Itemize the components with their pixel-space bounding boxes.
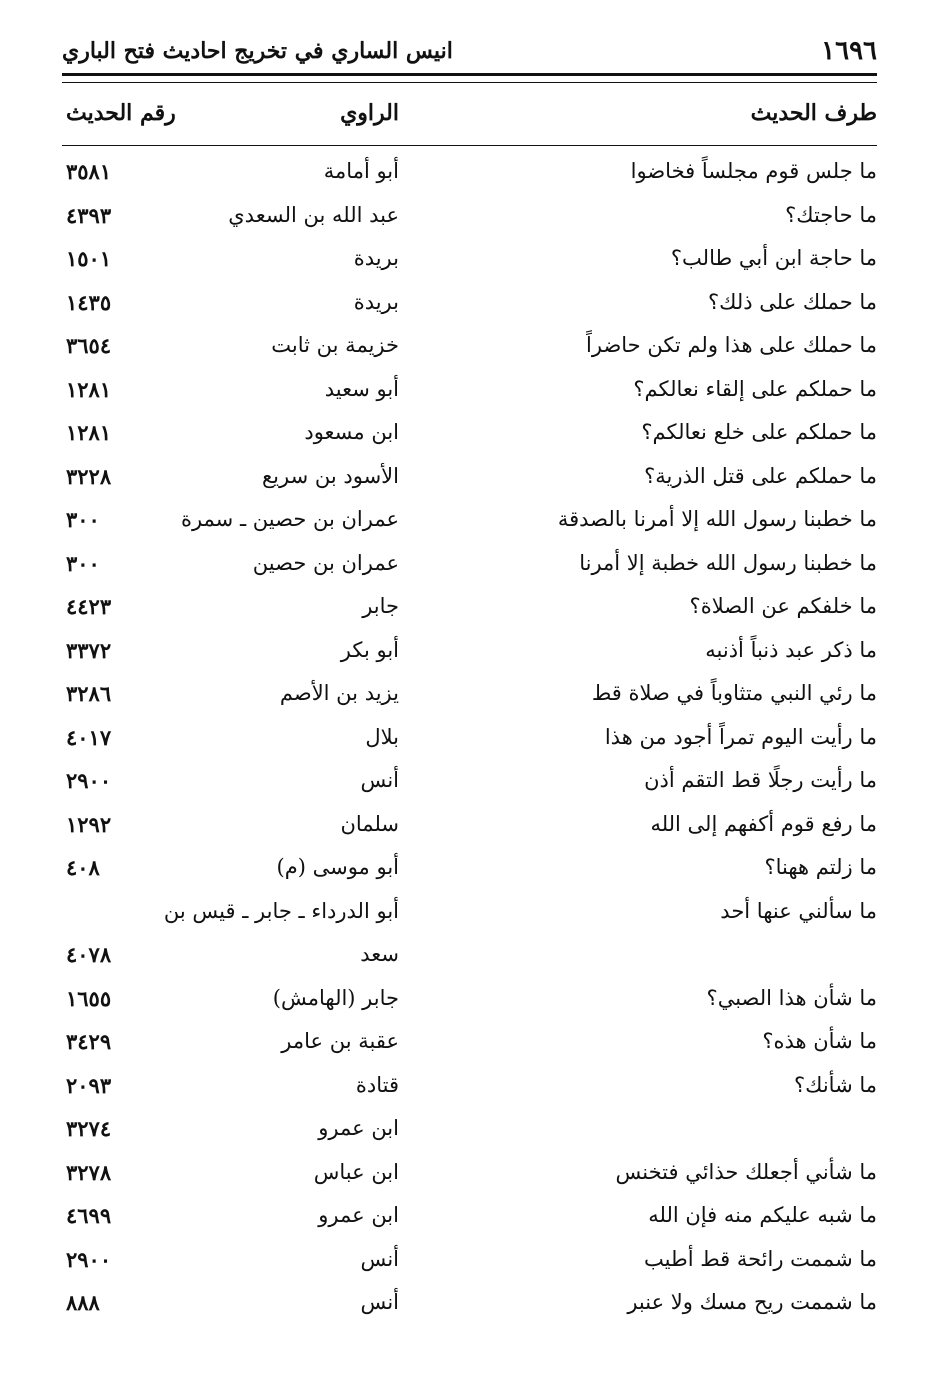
narrator-name: بريدة (353, 246, 399, 270)
hadith-phrase: ما رئي النبي متثاوباً في صلاة قط (591, 681, 877, 705)
narrator-name: ابن مسعود (304, 420, 399, 444)
narrator-name: ابن عباس (313, 1159, 399, 1184)
hadith-phrase: ما حملكم على خلع نعالكم؟ (641, 420, 877, 444)
hadith-number: ٣٠٠ (66, 507, 100, 532)
narrator-name: سلمان (340, 811, 399, 836)
narrator-name: أبو موسى (م) (276, 855, 399, 879)
table-row (62, 1112, 877, 1156)
hadith-phrase: ما ذكر عبد ذنباً أذنبه (705, 637, 877, 662)
narrator-name: جابر (الهامش) (272, 985, 399, 1010)
hadith-phrase: ما حملكم على إلقاء نعالكم؟ (633, 376, 877, 401)
narrator-name: أبو أمامة (323, 159, 399, 183)
hadith-number: ٨٨٨ (66, 1290, 100, 1315)
hadith-phrase: ما رأيت اليوم تمراً أجود من هذا (604, 724, 877, 749)
hadith-phrase: ما شبه عليكم منه فإن الله (648, 1203, 877, 1227)
hadith-number: ٣٥٨١ (66, 159, 112, 184)
narrator-name: أبو بكر (340, 637, 399, 662)
narrator-name: ابن عمرو (318, 1116, 399, 1140)
column-header-narrator: الراوي (340, 100, 399, 126)
hadith-phrase: ما شأن هذه؟ (762, 1029, 877, 1053)
hadith-phrase: ما شممت ريح مسك ولا عنبر (627, 1290, 877, 1314)
narrator-name: بلال (365, 724, 399, 749)
narrator-name: ابن عمرو (318, 1203, 399, 1227)
table-row (62, 721, 877, 765)
hadith-index-table (62, 155, 877, 1330)
narrator-name: أنس (360, 1290, 399, 1314)
hadith-number: ١٦٥٥ (66, 985, 112, 1011)
header-rule-thin (62, 82, 877, 83)
hadith-phrase: ما شأني أجعلك حذائي فتخنس (615, 1159, 877, 1184)
hadith-number: ٣٢٧٤ (66, 1116, 112, 1141)
table-row (62, 982, 877, 1026)
hadith-number: ٣٣٧٢ (66, 637, 112, 663)
table-row (62, 938, 877, 982)
narrator-name: أبو سعيد (324, 376, 399, 401)
narrator-name: عمران بن حصين (252, 550, 399, 575)
hadith-number: ٤٠٧٨ (66, 942, 112, 967)
table-row (62, 155, 877, 199)
narrator-name: يزيد بن الأصم (279, 681, 399, 705)
hadith-phrase: ما جلس قوم مجلساً فخاضوا (630, 159, 877, 183)
hadith-phrase: ما خطبنا رسول الله إلا أمرنا بالصدقة (557, 507, 877, 531)
hadith-number: ٣٢٨٦ (66, 681, 112, 706)
running-head (62, 34, 877, 72)
table-row (62, 851, 877, 895)
table-row (62, 547, 877, 591)
hadith-number: ٤٤٢٣ (66, 594, 112, 619)
table-row (62, 199, 877, 243)
table-row (62, 503, 877, 547)
table-row (62, 1025, 877, 1069)
header-rule-thick (62, 73, 877, 76)
table-row (62, 677, 877, 721)
hadith-number: ٤٠١٧ (66, 724, 112, 750)
table-row (62, 1199, 877, 1243)
hadith-phrase: ما حاجتك؟ (785, 202, 877, 227)
narrator-name: سعد (360, 942, 399, 966)
hadith-phrase: ما شأنك؟ (793, 1072, 877, 1097)
narrator-name: عمران بن حصين ـ سمرة (180, 507, 399, 531)
table-row (62, 1069, 877, 1113)
hadith-number: ٣٢٢٨ (66, 463, 112, 489)
table-row (62, 1243, 877, 1287)
table-row (62, 416, 877, 460)
narrator-name: جابر (362, 594, 399, 618)
narrator-name: أنس (360, 1246, 399, 1271)
hadith-number: ٢٩٠٠ (66, 1246, 112, 1272)
narrator-name: الأسود بن سريع (262, 463, 399, 488)
table-row (62, 373, 877, 417)
hadith-phrase: ما خطبنا رسول الله خطبة إلا أمرنا (579, 550, 877, 575)
hadith-phrase: ما زلتم ههنا؟ (764, 855, 877, 879)
table-row (62, 764, 877, 808)
table-row (62, 895, 877, 939)
narrator-name: بريدة (353, 289, 399, 314)
table-row (62, 808, 877, 852)
hadith-number: ٣٢٧٨ (66, 1159, 112, 1185)
hadith-number: ١٢٨١ (66, 420, 112, 445)
table-row (62, 590, 877, 634)
hadith-phrase: ما خلفكم عن الصلاة؟ (689, 594, 877, 618)
hadith-phrase: ما حاجة ابن أبي طالب؟ (670, 246, 877, 270)
table-row (62, 634, 877, 678)
hadith-number: ١٤٣٥ (66, 289, 112, 315)
table-row (62, 1286, 877, 1330)
narrator-name: عبد الله بن السعدي (228, 202, 399, 227)
narrator-name: أبو الدرداء ـ جابر ـ قيس بن (163, 898, 399, 923)
hadith-number: ١٥٠١ (66, 246, 112, 271)
hadith-phrase: ما حملك على ذلك؟ (707, 289, 877, 314)
column-header-phrase: طرف الحديث (750, 100, 877, 126)
hadith-phrase: ما حملك على هذا ولم تكن حاضراً (586, 333, 877, 357)
narrator-name: أنس (360, 768, 399, 792)
hadith-number: ١٢٩٢ (66, 811, 112, 837)
page-number: ١٦٩٦ (821, 36, 877, 66)
table-row (62, 286, 877, 330)
hadith-number: ٤٠٨ (66, 855, 100, 880)
hadith-phrase: ما رفع قوم أكفهم إلى الله (650, 811, 877, 836)
hadith-phrase: ما شأن هذا الصبي؟ (706, 985, 877, 1010)
column-header-rule (62, 145, 877, 146)
hadith-phrase: ما شممت رائحة قط أطيب (644, 1246, 877, 1271)
hadith-number: ٣٤٢٩ (66, 1029, 112, 1054)
hadith-number: ٢٩٠٠ (66, 768, 112, 793)
hadith-phrase: ما رأيت رجلًا قط التقم أذن (644, 768, 877, 792)
hadith-phrase: ما سألني عنها أحد (720, 898, 877, 923)
hadith-number: ٣٦٥٤ (66, 333, 112, 358)
table-row (62, 1156, 877, 1200)
book-title: انيس الساري في تخريج احاديث فتح الباري (62, 38, 453, 64)
table-row (62, 329, 877, 373)
hadith-number: ١٢٨١ (66, 376, 112, 402)
column-header-number: رقم الحديث (66, 100, 176, 126)
table-row (62, 460, 877, 504)
hadith-number: ٤٣٩٣ (66, 202, 112, 228)
narrator-name: قتادة (355, 1072, 399, 1097)
hadith-number: ٢٠٩٣ (66, 1072, 112, 1098)
hadith-phrase: ما حملكم على قتل الذرية؟ (644, 463, 877, 488)
narrator-name: عقبة بن عامر (281, 1029, 399, 1053)
hadith-number: ٤٦٩٩ (66, 1203, 112, 1228)
hadith-number: ٣٠٠ (66, 550, 100, 576)
narrator-name: خزيمة بن ثابت (271, 333, 399, 357)
table-row (62, 242, 877, 286)
